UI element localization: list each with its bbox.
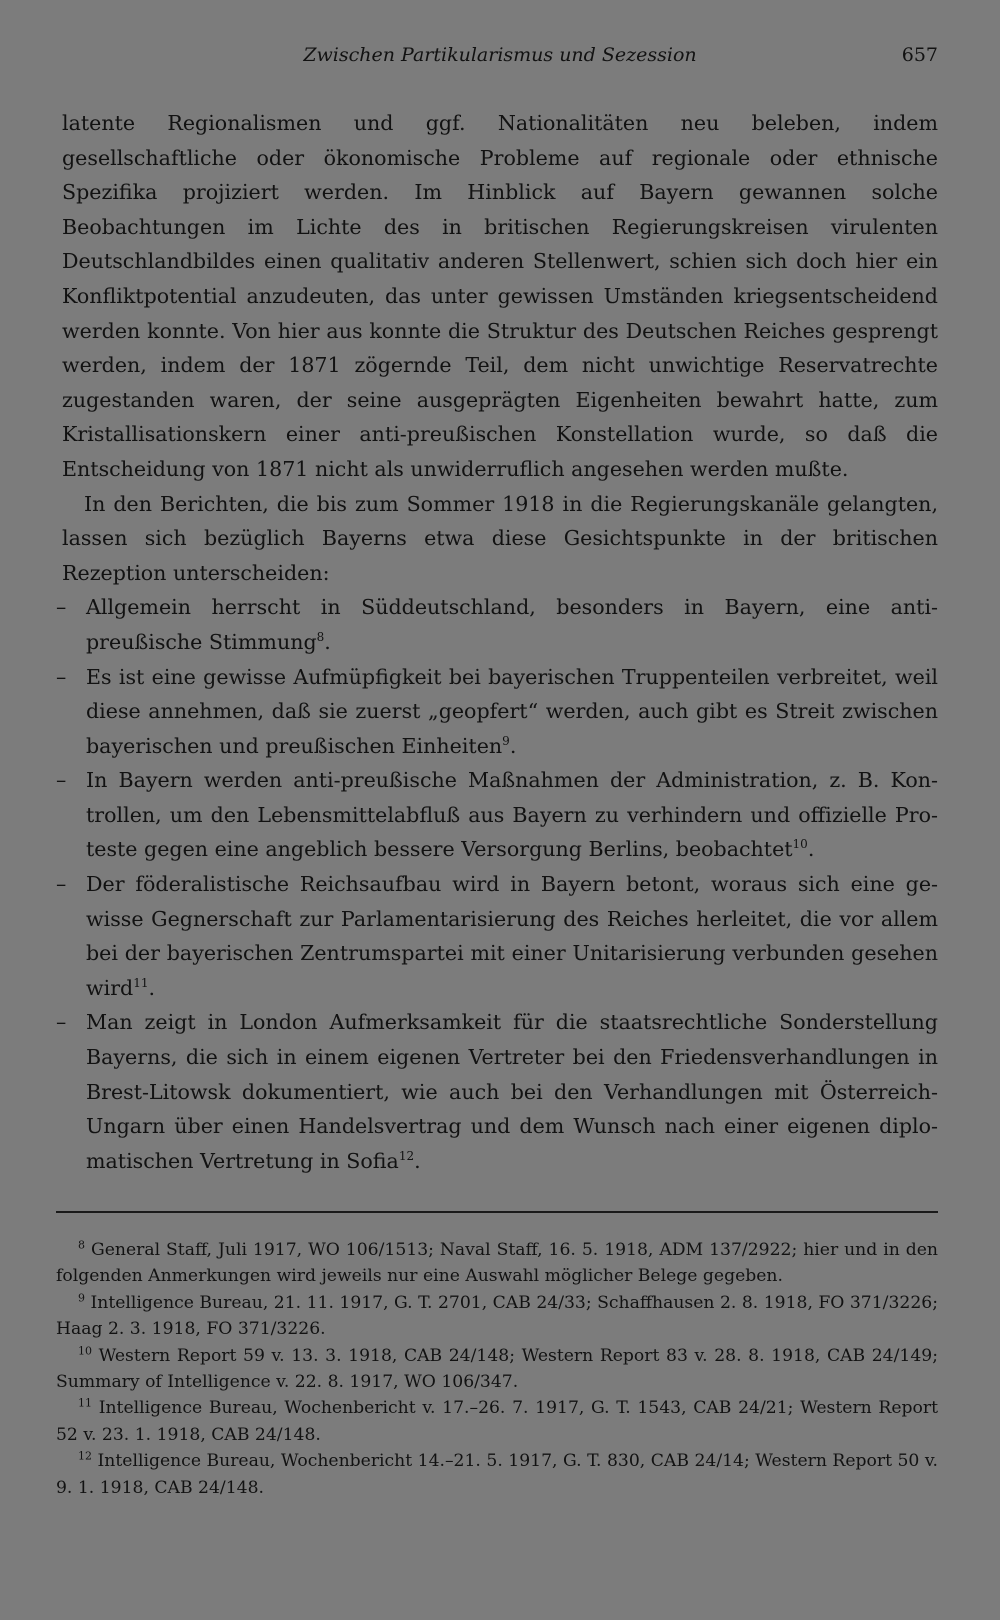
list-item [56,1005,938,1178]
footnote-text: General Staff, Juli 1917, WO 106/1513; Naval Staff, 16. 5. 1918, ADM 137/2922; hier und in den folgenden Anmerkungen wird jeweils nur eine Auswahl möglicher Belege gegeben. [56,1240,938,1287]
footnote-text: Western Report 59 v. 13. 3. 1918, CAB 24/148; Western Report 83 v. 28. 8. 1918, CAB 24/149; Summary of Intelligence v. 22. 8. 1917, WO 106/347. [56,1345,938,1393]
footnote-reference[interactable]: 12 [398,1148,415,1163]
footnote-item [56,1237,938,1290]
list-item-text: Der föderalistische Reichsaufbau wird in Bayern betont, woraus sich eine gewisse Gegnerschaft zur Parlamentarisierung des Reiches herleitet, die vor allem bei der bayerischen Zentrumspartei mit einer Unitarisierung verbunden gesehen wird [86,872,938,1000]
footnote-item [56,1448,938,1501]
list-item-end: . [807,837,815,862]
footnote-reference[interactable]: 10 [792,837,808,852]
list-item [56,590,938,659]
list-item-end: . [509,733,517,758]
footnote-number: 9 [78,1291,85,1305]
footnotes [56,1237,938,1501]
footnote-number: 12 [78,1449,92,1463]
footnote-text: Intelligence Bureau, 21. 11. 1917, G. T. 2701, CAB 24/33; Schaffhausen 2. 8. 1918, FO 371/3226; Haag 2. 3. 1918, FO 371/3226. [56,1292,938,1340]
list-item-text: In Bayern werden anti-preußische Maßnahmen der Administration, z. B. Kontrollen, um den Lebensmittelabfluß aus Bayern zu verhindern und offizielle Proteste gegen eine angeblich bessere Versorgung Berlins, beobachtet [86,768,938,862]
footnote-reference[interactable]: 8 [316,630,325,645]
dash-bullet-icon: – [56,664,67,689]
footnote-text: Intelligence Bureau, Wochenbericht v. 17.–26. 7. 1917, G. T. 1543, CAB 24/21; Western Report 52 v. 23. 1. 1918, CAB 24/148. [56,1398,938,1445]
list-item-text: Allgemein herrscht in Süddeutschland, besonders in Bayern, eine anti-preußische Stimmung [86,595,938,654]
footnote-divider [56,1211,938,1213]
list-item-text: Es ist eine gewisse Aufmüpfigkeit bei bayerischen Truppenteilen verbreitet, weil diese annehmen, daß sie zuerst „geopfert“ werden, auch gibt es Streit zwischen bayerischen und preußischen Einheiten [86,664,938,758]
footnote-text: Intelligence Bureau, Wochenbericht 14.–21. 5. 1917, G. T. 830, CAB 24/14; Western Report 50 v. 9. 1. 1918, CAB 24/148. [56,1451,939,1498]
running-head-title: Zwischen Partikularismus und Sezession [303,44,697,66]
footnote-item [56,1395,938,1448]
list-item-end: . [414,1148,421,1173]
footnote-reference[interactable]: 9 [502,733,510,748]
list-item [56,867,938,1005]
list-item-text: Man zeigt in London Aufmerksamkeit für die staatsrechtliche Sonderstellung Bayerns, die sich in einem eigenen Vertreter bei den Friedensverhandlungen in Brest-Litowsk dokumentiert, wie auch bei den Verhandlungen mit Österreich-Ungarn über einen Handelsvertrag und dem Wunsch nach einer eigenen diplomatischen Vertretung in Sofia [86,1010,938,1173]
page-number: 657 [901,44,938,66]
footnote-item [56,1290,938,1343]
footnote-reference[interactable]: 11 [133,975,149,990]
footnote-number: 10 [78,1343,92,1357]
dash-bullet-icon: – [56,595,67,620]
dash-bullet-icon: – [56,1010,67,1035]
paragraph-continued: latente Regionalismen und ggf. Nationalitäten neu beleben, indem gesellschaftliche oder ökonomische Probleme auf regionale oder ethnische Spezifika projiziert werden. Im Hinblick auf Bayern gewannen solche Beobachtungen im Lichte des in britischen Regierungskreisen virulenten Deutschlandbildes einen qualitativ anderen Stellenwert, schien sich doch hier ein Konfliktpotential anzudeuten, das unter gewissen Umständen kriegsentscheidend werden konnte. Von hier aus konnte die Struktur des Deutschen Reiches gesprengt werden, indem der 1871 zögernde Teil, dem nicht unwichtige Reservatrechte zugestanden waren, der seine ausgeprägten Eigenheiten bewahrt hatte, zum Kristallisationskern einer anti-preußischen Konstellation wurde, so daß die Entscheidung von 1871 nicht als unwiderruflich angesehen werden mußte. [62,111,938,481]
dash-bullet-icon: – [56,872,67,897]
viewpoints-list [56,590,938,1178]
running-head [0,40,1000,74]
list-item [56,660,938,764]
footnote-item [56,1343,938,1396]
body-text [56,106,938,1178]
footnote-number: 11 [78,1396,92,1410]
dash-bullet-icon: – [56,768,67,793]
list-item-end: . [324,629,331,654]
paragraph-reports: In den Berichten, die bis zum Sommer 1918 in die Regierungskanäle gelangten, lassen sich bezüglich Bayerns etwa diese Gesichtspunkte in der britischen Rezeption unterscheiden: [62,491,938,585]
list-item-end: . [148,975,156,1000]
footnote-number: 8 [78,1238,85,1252]
list-item [56,763,938,867]
